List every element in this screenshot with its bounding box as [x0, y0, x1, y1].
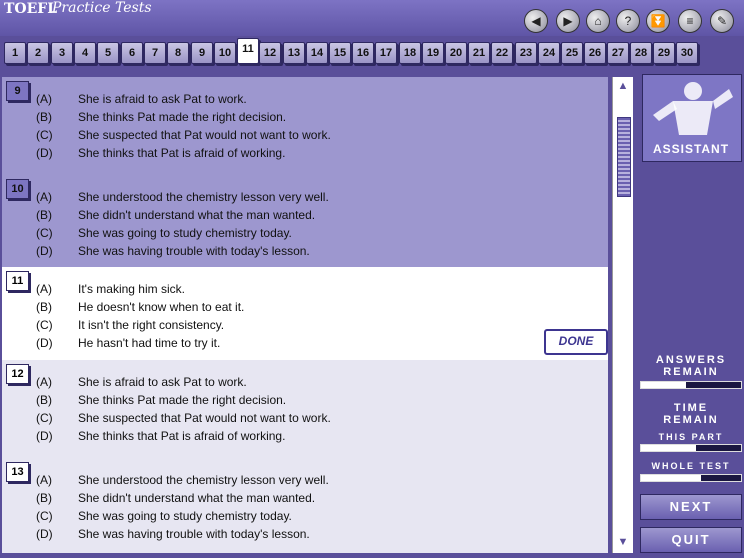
tab-23[interactable]: 23	[515, 42, 537, 64]
option-letter: (C)	[36, 509, 53, 523]
option-text: She is afraid to ask Pat to work.	[78, 375, 247, 389]
answers-remain-meter	[640, 381, 742, 389]
option-letter: (B)	[36, 208, 52, 222]
question-number: 10	[6, 179, 29, 199]
this-part-meter	[640, 444, 742, 452]
option-text: She thinks Pat made the right decision.	[78, 393, 287, 407]
option-text: She didn't understand what the man wanted.	[78, 491, 316, 505]
answer-option[interactable]	[36, 109, 286, 125]
tab-21[interactable]: 21	[468, 42, 490, 64]
answer-option[interactable]	[36, 317, 224, 333]
option-text: She was having trouble with today's lesson.	[78, 527, 310, 541]
answer-option[interactable]	[36, 145, 285, 161]
tab-1[interactable]: 1	[4, 42, 26, 64]
option-letter: (A)	[36, 92, 52, 106]
option-letter: (B)	[36, 300, 52, 314]
home-icon[interactable]: ⌂	[586, 9, 610, 33]
answer-option[interactable]	[36, 428, 285, 444]
tab-8[interactable]: 8	[167, 42, 189, 64]
tab-16[interactable]: 16	[352, 42, 374, 64]
tab-19[interactable]: 19	[422, 42, 444, 64]
answer-option[interactable]	[36, 392, 286, 408]
answer-option[interactable]	[36, 490, 315, 506]
option-letter: (B)	[36, 110, 52, 124]
this-part-label: THIS PART	[658, 432, 724, 442]
scroll-thumb[interactable]	[617, 117, 631, 197]
option-letter: (A)	[36, 282, 52, 296]
answer-option[interactable]	[36, 189, 329, 205]
tab-13[interactable]: 13	[283, 42, 305, 64]
option-text: She understood the chemistry lesson very well.	[78, 190, 329, 204]
this-part-fill	[641, 445, 696, 451]
scroll-down-icon[interactable]: ▼	[617, 536, 629, 548]
tab-5[interactable]: 5	[97, 42, 119, 64]
question-number: 9	[6, 81, 29, 101]
option-text: She thinks Pat made the right decision.	[78, 110, 287, 124]
question-list	[0, 77, 609, 553]
assistant-label[interactable]: ASSISTANT	[652, 142, 730, 156]
option-letter: (A)	[36, 190, 52, 204]
answer-option[interactable]	[36, 472, 329, 488]
done-button[interactable]: DONE	[544, 329, 608, 355]
option-text: It isn't the right consistency.	[78, 318, 225, 332]
tab-14[interactable]: 14	[306, 42, 328, 64]
tab-27[interactable]: 27	[607, 42, 629, 64]
option-text: She was having trouble with today's lesson.	[78, 244, 310, 258]
option-letter: (D)	[36, 146, 53, 160]
option-text: She thinks that Pat is afraid of working.	[78, 429, 286, 443]
superhero-icon	[643, 75, 741, 141]
question-number: 13	[6, 462, 29, 482]
help-icon[interactable]: ?	[616, 9, 640, 33]
option-text: He doesn't know when to eat it.	[78, 300, 245, 314]
option-letter: (D)	[36, 244, 53, 258]
tab-18[interactable]: 18	[399, 42, 421, 64]
question-item	[2, 77, 608, 177]
tab-2[interactable]: 2	[27, 42, 49, 64]
whole-test-label: WHOLE TEST	[651, 461, 731, 471]
question-item	[2, 175, 608, 269]
tab-17[interactable]: 17	[375, 42, 397, 64]
answer-option[interactable]	[36, 508, 292, 524]
option-letter: (D)	[36, 336, 53, 350]
back-icon[interactable]: ◀	[524, 9, 548, 33]
app-subtitle: Practice Tests	[52, 0, 152, 16]
answer-option[interactable]	[36, 374, 247, 390]
answer-option[interactable]	[36, 410, 331, 426]
option-text: She suspected that Pat would not want to work.	[78, 128, 331, 142]
app-brand: TOEFL	[4, 1, 58, 17]
question-item	[2, 458, 608, 553]
tab-10[interactable]: 10	[214, 42, 236, 64]
tab-7[interactable]: 7	[144, 42, 166, 64]
option-letter: (B)	[36, 491, 52, 505]
pencil-icon[interactable]: ✎	[710, 9, 734, 33]
option-letter: (C)	[36, 411, 53, 425]
option-text: She understood the chemistry lesson very well.	[78, 473, 329, 487]
option-text: She didn't understand what the man wanted.	[78, 208, 316, 222]
tab-20[interactable]: 20	[445, 42, 467, 64]
option-letter: (C)	[36, 226, 53, 240]
option-text: She thinks that Pat is afraid of working.	[78, 146, 286, 160]
time-remain-label: TIME REMAIN	[663, 402, 719, 426]
question-item	[2, 267, 608, 362]
option-text: She suspected that Pat would not want to work.	[78, 411, 331, 425]
answer-option[interactable]	[36, 225, 292, 241]
whole-test-meter	[640, 474, 742, 482]
tab-24[interactable]: 24	[538, 42, 560, 64]
title-bar	[0, 0, 744, 36]
answer-option[interactable]	[36, 335, 220, 351]
option-letter: (B)	[36, 393, 52, 407]
answer-option[interactable]	[36, 281, 185, 297]
tab-15[interactable]: 15	[329, 42, 351, 64]
tab-12[interactable]: 12	[259, 42, 281, 64]
option-letter: (D)	[36, 429, 53, 443]
forward-icon[interactable]: ▶	[556, 9, 580, 33]
tab-3[interactable]: 3	[51, 42, 73, 64]
option-text: She is afraid to ask Pat to work.	[78, 92, 247, 106]
answer-option[interactable]	[36, 127, 331, 143]
answer-option[interactable]	[36, 299, 244, 315]
question-number: 12	[6, 364, 29, 384]
scroll-up-icon[interactable]: ▲	[617, 80, 629, 92]
answers-remain-label: ANSWERS REMAIN	[655, 354, 727, 378]
whole-test-fill	[641, 475, 701, 481]
option-letter: (C)	[36, 318, 53, 332]
next-button[interactable]: NEXT	[640, 494, 742, 520]
option-letter: (A)	[36, 375, 52, 389]
option-text: It's making him sick.	[78, 282, 185, 296]
tab-28[interactable]: 28	[630, 42, 652, 64]
option-text: She was going to study chemistry today.	[78, 226, 292, 240]
option-letter: (A)	[36, 473, 52, 487]
tab-4[interactable]: 4	[74, 42, 96, 64]
tab-26[interactable]: 26	[584, 42, 606, 64]
option-text: She was going to study chemistry today.	[78, 509, 292, 523]
tab-11[interactable]: 11	[237, 38, 259, 64]
question-item	[2, 360, 608, 460]
down-icon[interactable]: ⏬	[646, 9, 670, 33]
books-icon[interactable]: ≡	[678, 9, 702, 33]
tab-29[interactable]: 29	[653, 42, 675, 64]
tab-9[interactable]: 9	[191, 42, 213, 64]
option-letter: (C)	[36, 128, 53, 142]
answer-option[interactable]	[36, 526, 310, 542]
quit-button[interactable]: QUIT	[640, 527, 742, 553]
answer-option[interactable]	[36, 91, 247, 107]
answer-option[interactable]	[36, 243, 310, 259]
scrollbar[interactable]	[612, 77, 633, 553]
answer-option[interactable]	[36, 207, 315, 223]
option-letter: (D)	[36, 527, 53, 541]
tab-25[interactable]: 25	[561, 42, 583, 64]
question-number: 11	[6, 271, 29, 291]
tab-6[interactable]: 6	[121, 42, 143, 64]
answers-remain-fill	[641, 382, 686, 388]
tab-22[interactable]: 22	[491, 42, 513, 64]
tab-30[interactable]: 30	[676, 42, 698, 64]
option-text: He hasn't had time to try it.	[78, 336, 221, 350]
